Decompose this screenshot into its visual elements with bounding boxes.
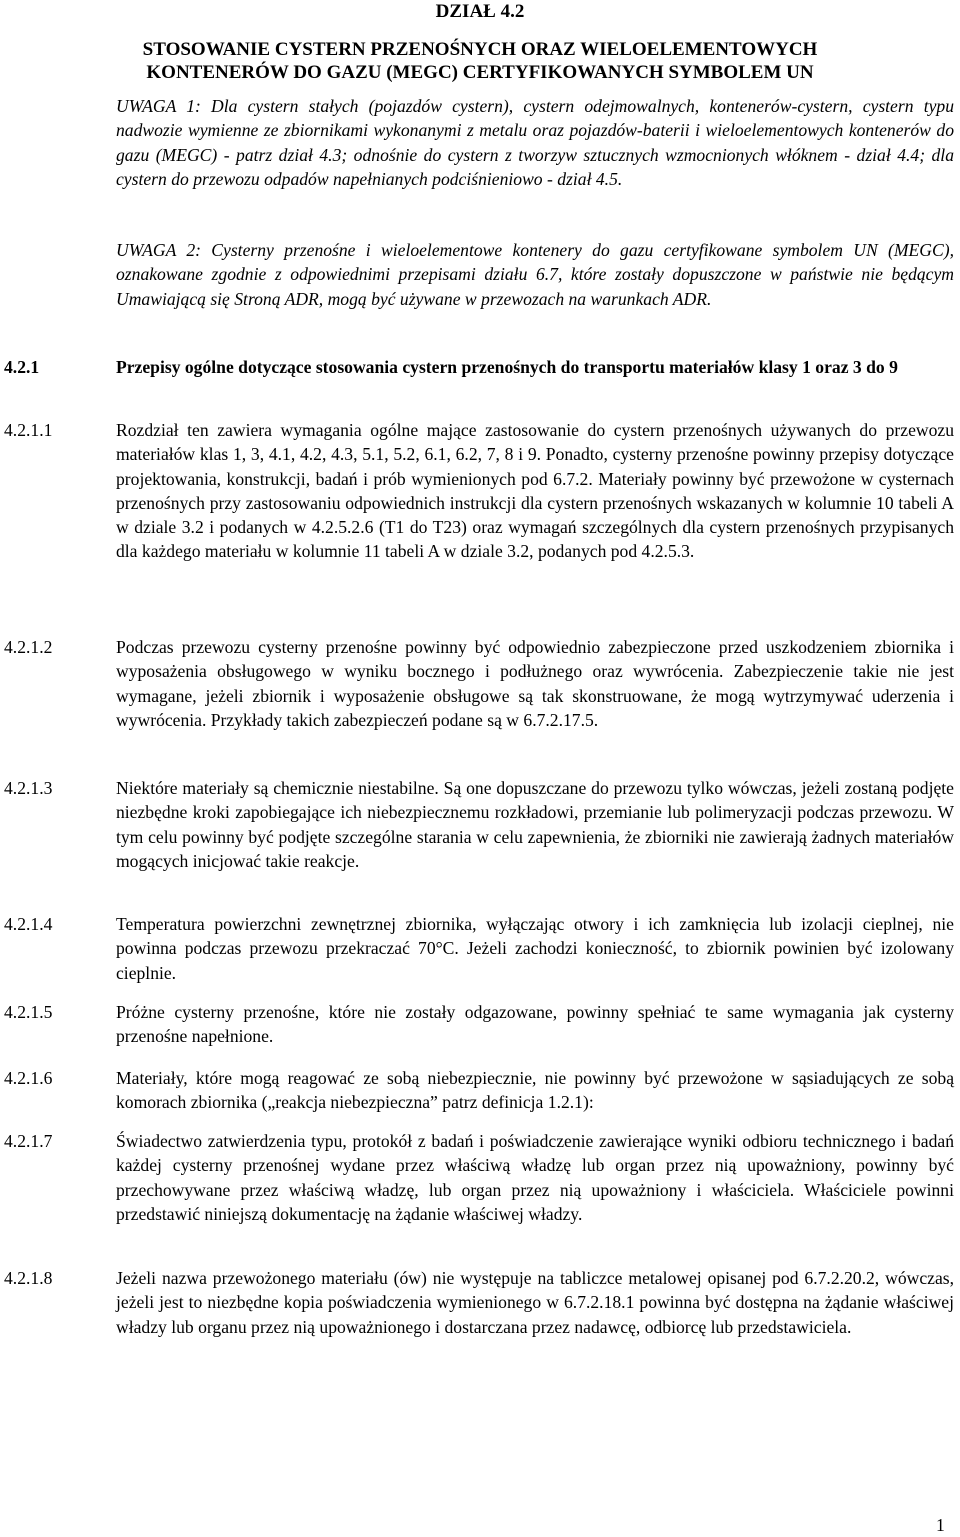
- section-number: 4.2.1: [4, 357, 40, 377]
- paragraph-text: Jeżeli nazwa przewożonego materiału (ów) nie występuje na tabliczce metalowej opisanej pod 6.7.2.20.2, wówczas, jeżeli jest to niezbędne kopia poświadczenia wymienionego w 6.7.2.18.1 powinna być dostępna na żądanie właściwej władzy lub organu przez nią upoważnionego i dostarczana przez nadawcę, odbiorcę lub przedstawiciela.: [116, 1268, 954, 1337]
- paragraph-text: Rozdział ten zawiera wymagania ogólne mające zastosowanie do cystern przenośnych używanych do przewozu materiałów klas 1, 3, 4.1, 4.2, 4.3, 5.1, 5.2, 6.1, 6.2, 7, 8 i 9. Ponadto, cysterny przenośne powinny przepisy dotyczące projektowania, konstrukcji, badań i prób wymienionych pod 6.7.2. Materiały powinny być przewożone w cysternach przenośnych przy zastosowaniu odpowiednich instrukcji dla cystern przenośnych wskazanych w kolumnie 10 tabeli A w dziale 3.2 i podanych w 4.2.5.2.6 (T1 do T23) oraz wymagań szczególnych dla cystern przenośnych przypisanych dla każdego materiału w kolumnie 11 tabeli A w dziale 3.2, podanych pod 4.2.5.3.: [116, 420, 954, 562]
- paragraph-number: 4.2.1.3: [4, 778, 53, 798]
- paragraph-text: Materiały, które mogą reagować ze sobą niebezpiecznie, nie powinny być przewożone w sąsiadujących ze sobą komorach zbiornika („reakcja niebezpieczna” patrz definicja 1.2.1):: [116, 1068, 954, 1113]
- paragraph-number: 4.2.1.7: [4, 1131, 53, 1151]
- chapter-heading: DZIAŁ 4.2: [435, 1, 525, 22]
- paragraph-text: Podczas przewozu cysterny przenośne powinny być odpowiednio zabezpieczone przed uszkodzeniem zbiornika i wyposażenia obsługowego w wyniku bocznego i podłużnego oraz wywrócenia. Zabezpieczenie takie nie jest wymagane, jeżeli zbiornik i wyposażenie obsługowe są tak skonstruowane, że mogą wytrzymywać uderzenia i wywrócenia. Przykłady takich zabezpieczeń podane są w 6.7.2.17.5.: [116, 637, 954, 730]
- note-1: UWAGA 1: Dla cystern stałych (pojazdów cystern), cystern odejmowalnych, kontenerów-cystern, cystern typu nadwozie wymienne ze zbiornikami wykonanymi z metalu oraz pojazdów-baterii i wieloelementowych kontenerów do gazu (MEGC) - patrz dział 4.3; odnośnie do cystern z tworzyw sztucznych wzmocnionych włóknem - dział 4.4; dla cystern do przewozu odpadów napełnianych podciśnieniowo - dział 4.5.: [116, 96, 954, 189]
- paragraph-text: Świadectwo zatwierdzenia typu, protokół z badań i poświadczenie zawierające wyniki odbioru technicznego i badań każdej cysterny przenośnej wydane przez właściwą władzę lub organ przez nią upoważniony, powinny być przechowywane przez właściwą władzę, lub organ przez nią upoważniony i właściciela. Właściciele powinni przedstawić niniejszą dokumentację na żądanie właściwej władzy.: [116, 1131, 954, 1224]
- note-2: UWAGA 2: Cysterny przenośne i wieloelementowe kontenery do gazu certyfikowane symbolem UN (MEGC), oznakowane zgodnie z odpowiednimi przepisami działu 6.7, które zostały dopuszczone w państwie nie będącym Umawiającą się Stroną ADR, mogą być używane w przewozach na warunkach ADR.: [116, 240, 954, 309]
- paragraph-number: 4.2.1.2: [4, 637, 53, 657]
- paragraph-text: Próżne cysterny przenośne, które nie zostały odgazowane, powinny spełniać te same wymagania jak cysterny przenośne napełnione.: [116, 1002, 954, 1047]
- chapter-title: STOSOWANIE CYSTERN PRZENOŚNYCH ORAZ WIELOELEMENTOWYCH KONTENERÓW DO GAZU (MEGC) CERTYFIKOWANYCH SYMBOLEM UN: [142, 39, 818, 83]
- section-heading: Przepisy ogólne dotyczące stosowania cystern przenośnych do transportu materiałów klasy 1 oraz 3 do 9: [116, 357, 898, 377]
- paragraph-number: 4.2.1.5: [4, 1002, 53, 1022]
- paragraph-number: 4.2.1.8: [4, 1268, 53, 1288]
- paragraph-text: Niektóre materiały są chemicznie niestabilne. Są one dopuszczane do przewozu tylko wówczas, jeżeli zostaną podjęte niezbędne kroki zapobiegające ich niebezpiecznemu rozkładowi, przemianie lub polimeryzacji podczas przewozu. W tym celu powinny być podjęte szczególne starania w celu zapewnienia, że zbiorniki nie zawierają żadnych materiałów mogących inicjować takie reakcje.: [116, 778, 954, 871]
- page-number: 1: [936, 1515, 945, 1535]
- paragraph-number: 4.2.1.4: [4, 914, 53, 934]
- paragraph-text: Temperatura powierzchni zewnętrznej zbiornika, wyłączając otwory i ich zamknięcia lub izolacji cieplnej, nie powinna podczas przewozu przekraczać 70°C. Jeżeli zachodzi konieczność, to zbiornik powinien być izolowany cieplnie.: [116, 914, 954, 983]
- paragraph-number: 4.2.1.6: [4, 1068, 53, 1088]
- paragraph-number: 4.2.1.1: [4, 420, 53, 440]
